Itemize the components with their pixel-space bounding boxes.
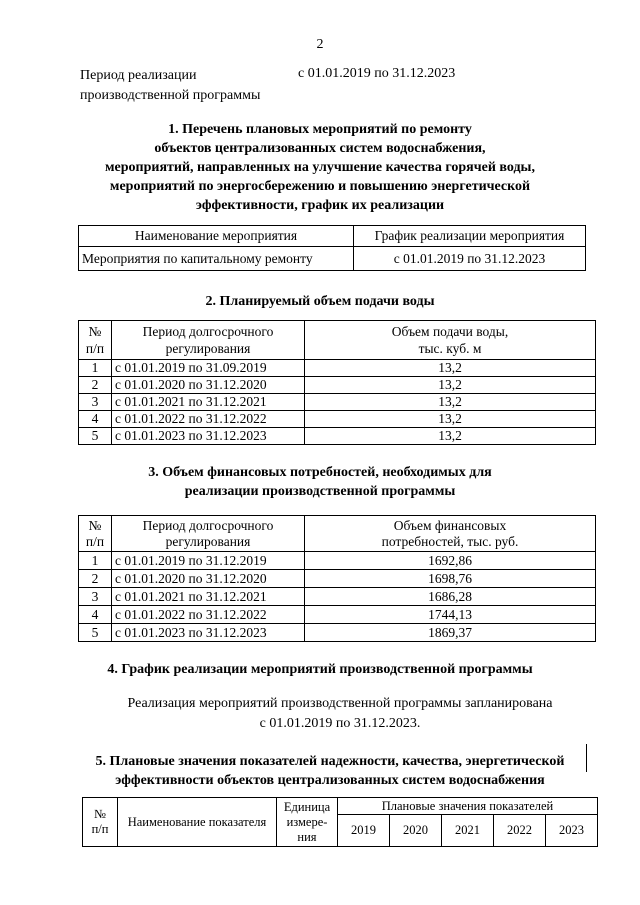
header-cell-period — [112, 321, 305, 360]
row-value: 1692,86 — [305, 552, 596, 570]
row-num: 5 — [79, 428, 112, 445]
table-cell: Мероприятия по капитальному ремонту — [79, 247, 354, 271]
header-period-line: Период долгосрочного — [142, 324, 274, 339]
row-period: с 01.01.2020 по 31.12.2020 — [112, 570, 305, 588]
header-num-line: п/п — [85, 533, 105, 549]
table-row — [79, 394, 596, 411]
header-period-line: регулирования — [165, 533, 251, 549]
section1-table — [78, 225, 586, 271]
section5-title-line: эффективности объектов централизованных систем водоснабжения — [115, 773, 545, 788]
table-header-row — [79, 321, 596, 360]
section1-title-line: мероприятий по энергосбережению и повышению энергетической — [109, 179, 531, 194]
header-value-line: Объем подачи воды, — [391, 324, 509, 339]
section2-title: 2. Планируемый объем подачи воды — [205, 294, 435, 309]
header-period-line: регулирования — [165, 341, 251, 356]
header-cell-value — [305, 516, 596, 552]
header-num-line: п/п — [91, 822, 109, 836]
year-cell: 2022 — [494, 815, 546, 847]
section1-title-line: 1. Перечень плановых мероприятий по ремонту — [168, 122, 472, 137]
table-row — [79, 624, 596, 642]
row-value: 13,2 — [305, 394, 596, 411]
row-value: 1744,13 — [305, 606, 596, 624]
section2-table — [78, 320, 596, 445]
row-period: с 01.01.2020 по 31.12.2020 — [112, 377, 305, 394]
header-cell-planned: Плановые значения показателей — [338, 798, 598, 815]
period-label-line1: Период реализации — [80, 68, 197, 83]
header-unit-line: ния — [297, 829, 317, 844]
header-num-line: № — [88, 517, 102, 533]
row-num: 4 — [79, 606, 112, 624]
row-value: 1869,37 — [305, 624, 596, 642]
row-num: 3 — [79, 588, 112, 606]
table-row — [79, 360, 596, 377]
section5-table — [82, 797, 598, 847]
section4-title: 4. График реализации мероприятий производственной программы — [107, 662, 533, 677]
row-num: 1 — [79, 360, 112, 377]
header-cell: График реализации мероприятия — [354, 226, 586, 247]
header-cell-period — [112, 516, 305, 552]
row-value: 1698,76 — [305, 570, 596, 588]
header-num-line: № — [94, 807, 106, 821]
page-number: 2 — [316, 37, 324, 52]
row-period: с 01.01.2019 по 31.09.2019 — [112, 360, 305, 377]
table-cell: с 01.01.2019 по 31.12.2023 — [354, 247, 586, 271]
section3-title-line: 3. Объем финансовых потребностей, необходимых для — [148, 465, 492, 480]
header-cell-num — [79, 516, 112, 552]
table-row — [79, 428, 596, 445]
row-period: с 01.01.2019 по 31.12.2019 — [112, 552, 305, 570]
row-num: 5 — [79, 624, 112, 642]
header-cell-unit — [277, 798, 338, 847]
row-num: 4 — [79, 411, 112, 428]
section4-text-line: Реализация мероприятий производственной программы запланирована — [127, 696, 553, 711]
table-row — [79, 552, 596, 570]
row-value: 13,2 — [305, 428, 596, 445]
table-header-row — [79, 516, 596, 552]
section5-title — [60, 752, 600, 790]
table-row — [79, 570, 596, 588]
row-period: с 01.01.2022 по 31.12.2022 — [112, 606, 305, 624]
header-cell-name: Наименование показателя — [118, 798, 277, 847]
year-cell: 2019 — [338, 815, 390, 847]
section3-table — [78, 515, 596, 642]
row-num: 2 — [79, 377, 112, 394]
table-row — [79, 606, 596, 624]
row-num: 2 — [79, 570, 112, 588]
row-value: 13,2 — [305, 377, 596, 394]
table-header-row — [79, 226, 586, 247]
header-value-line: тыс. куб. м — [418, 341, 482, 356]
header-cell-num — [83, 798, 118, 847]
header-value-line: потребностей, тыс. руб. — [381, 533, 519, 549]
table-row — [79, 377, 596, 394]
header-cell-value — [305, 321, 596, 360]
table-row — [79, 247, 586, 271]
section1-title-line: объектов централизованных систем водоснабжения, — [154, 141, 486, 156]
row-num: 1 — [79, 552, 112, 570]
section1-title-line: мероприятий, направленных на улучшение качества горячей воды, — [105, 160, 535, 175]
row-value: 13,2 — [305, 411, 596, 428]
section3-title — [60, 463, 580, 501]
table-header-row — [83, 798, 598, 815]
row-value: 1686,28 — [305, 588, 596, 606]
table-row — [79, 588, 596, 606]
year-cell: 2020 — [390, 815, 442, 847]
header-num-line: п/п — [85, 341, 105, 356]
section5-title-line: 5. Плановые значения показателей надежности, качества, энергетической — [95, 754, 565, 769]
header-unit-line: измере- — [286, 814, 328, 829]
header-num-line: № — [88, 324, 102, 339]
period-value: с 01.01.2019 по 31.12.2023 — [298, 66, 456, 81]
row-value: 13,2 — [305, 360, 596, 377]
header-unit-line: Единица — [283, 799, 331, 814]
header-period-line: Период долгосрочного — [142, 517, 274, 533]
period-label-line2: производственной программы — [80, 88, 261, 103]
year-cell: 2023 — [546, 815, 598, 847]
year-cell: 2021 — [442, 815, 494, 847]
section1-title — [60, 120, 580, 215]
row-period: с 01.01.2023 по 31.12.2023 — [112, 428, 305, 445]
header-cell: Наименование мероприятия — [79, 226, 354, 247]
header-value-line: Объем финансовых — [393, 517, 507, 533]
section1-title-line: эффективности, график их реализации — [195, 198, 445, 213]
row-period: с 01.01.2021 по 31.12.2021 — [112, 394, 305, 411]
scan-border-line — [586, 744, 587, 772]
period-label — [80, 66, 280, 106]
section4-text — [40, 694, 640, 734]
section3-title-line: реализации производственной программы — [184, 484, 456, 499]
section4-text-line: с 01.01.2019 по 31.12.2023. — [259, 716, 421, 731]
row-period: с 01.01.2023 по 31.12.2023 — [112, 624, 305, 642]
row-period: с 01.01.2021 по 31.12.2021 — [112, 588, 305, 606]
row-period: с 01.01.2022 по 31.12.2022 — [112, 411, 305, 428]
row-num: 3 — [79, 394, 112, 411]
header-cell-num — [79, 321, 112, 360]
table-row — [79, 411, 596, 428]
